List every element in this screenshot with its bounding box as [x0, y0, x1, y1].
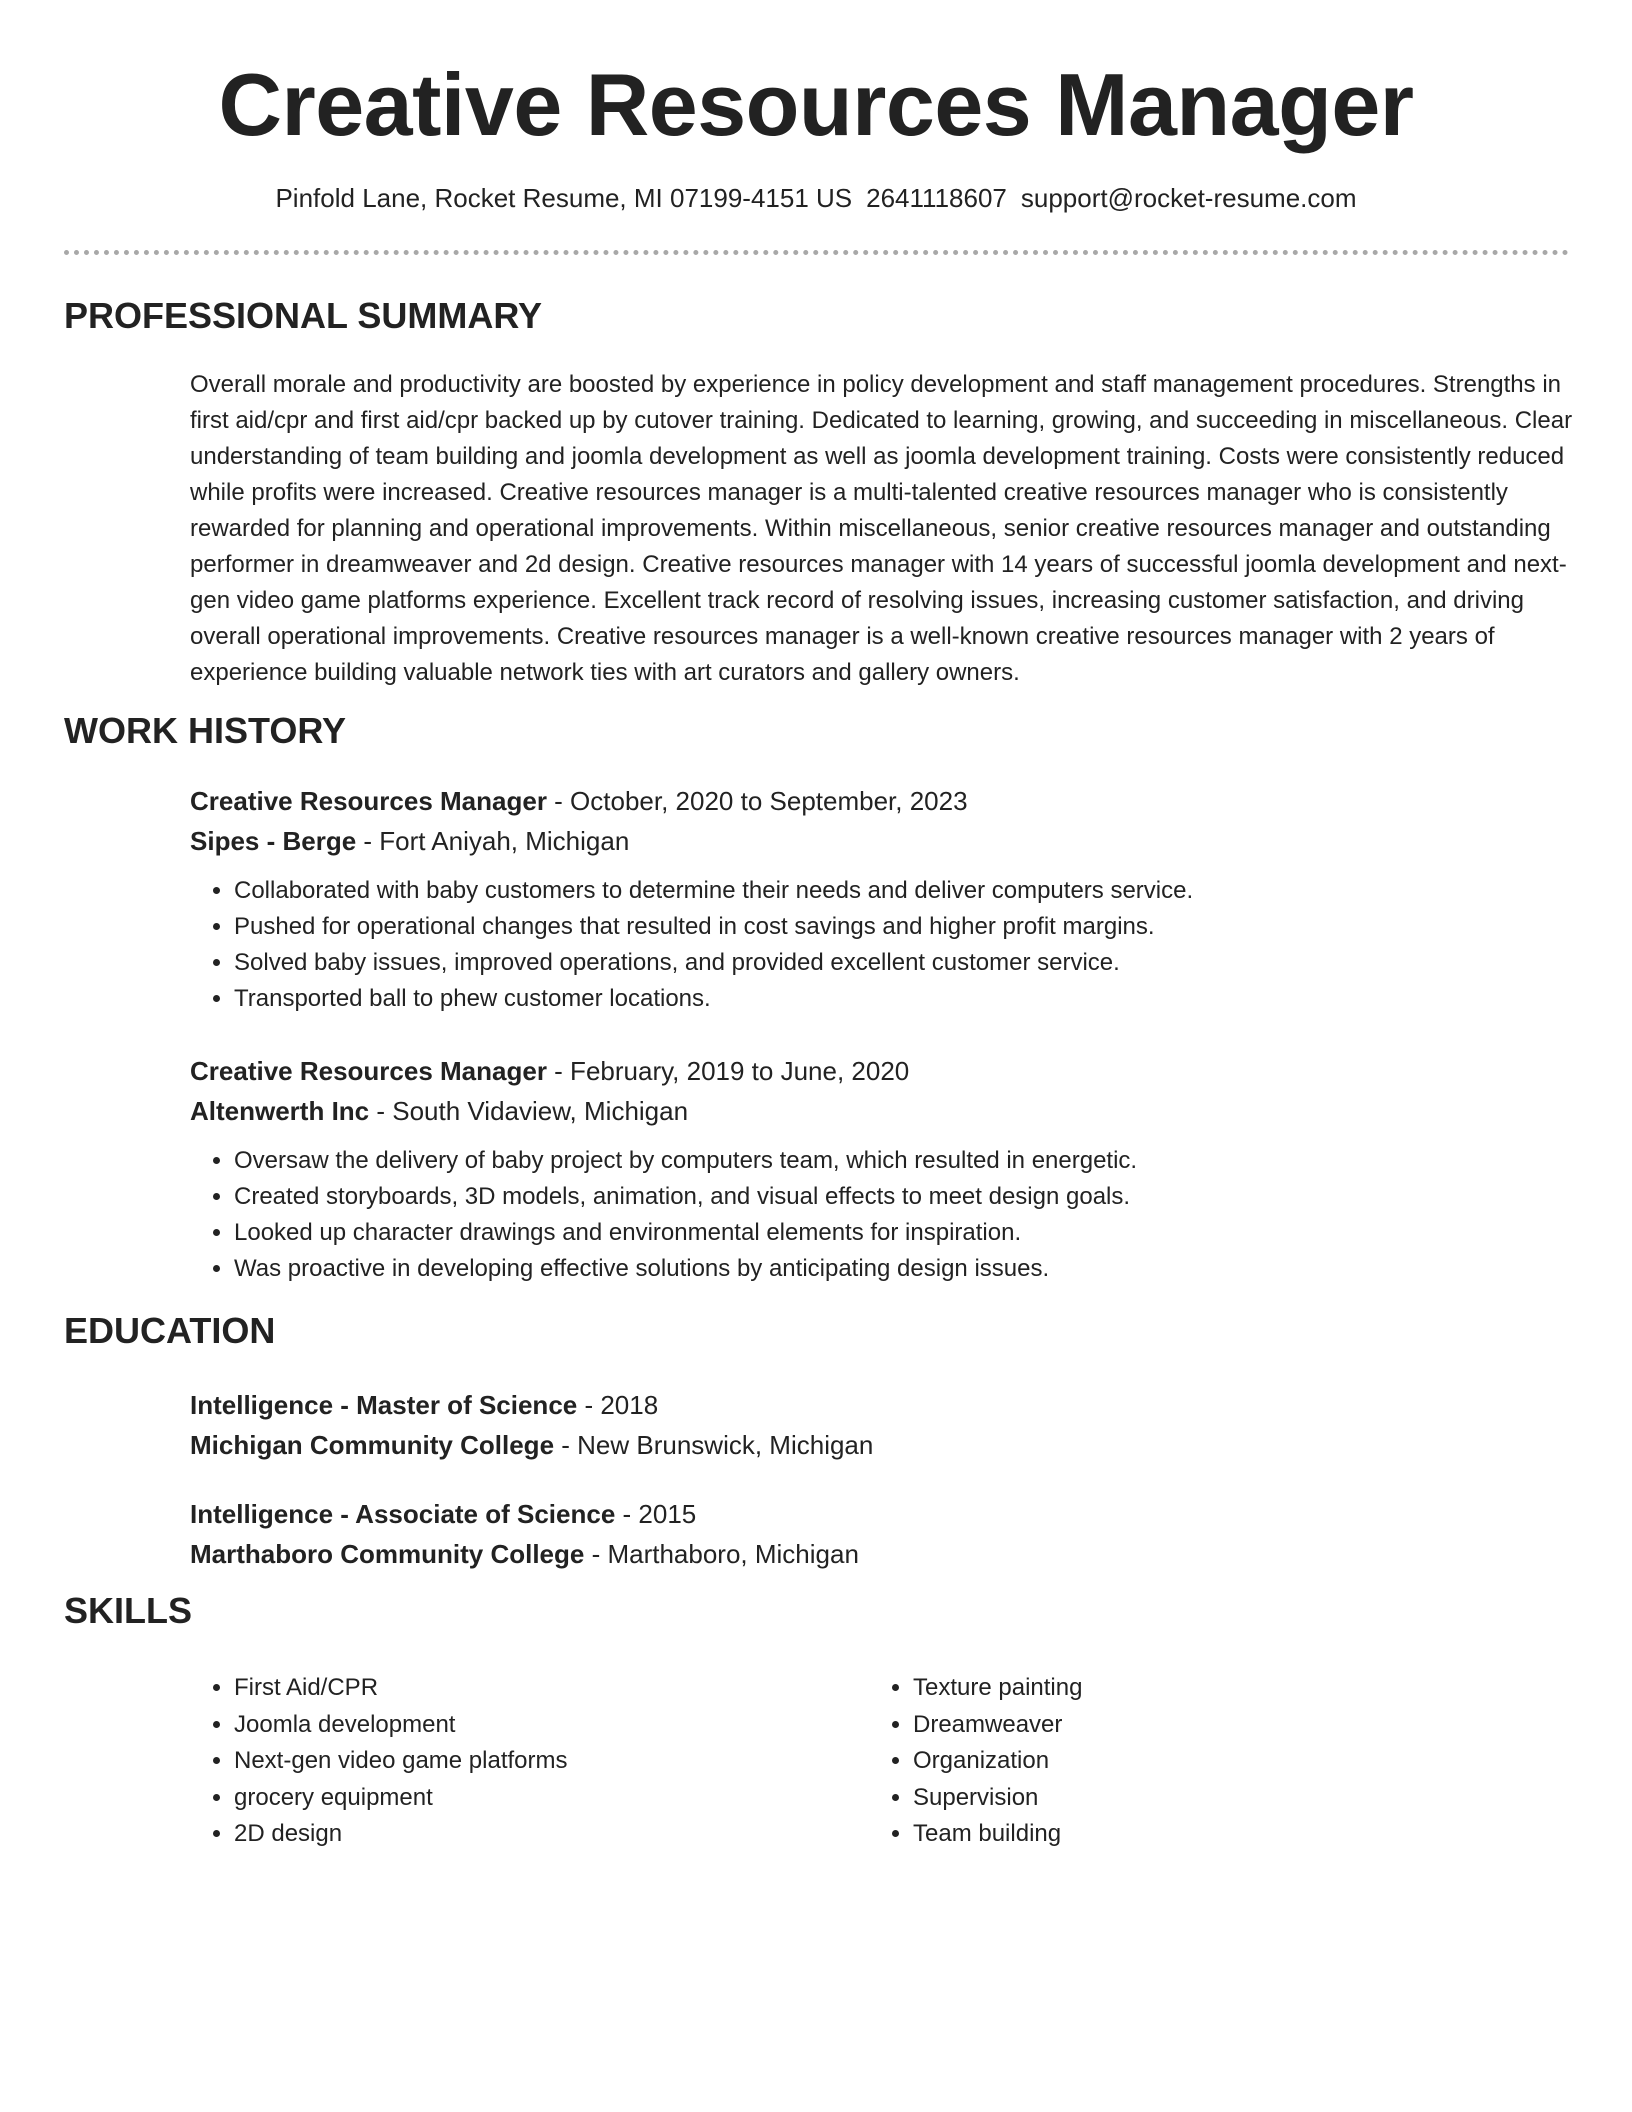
- skill-item: • Team building: [913, 1816, 1082, 1853]
- company-line: [190, 821, 1193, 861]
- section-title-education: EDUCATION: [64, 1310, 276, 1351]
- list-item: • Pushed for operational changes that resulted in cost savings and higher profit margins.: [234, 909, 1193, 945]
- job-title-line: [190, 1051, 1137, 1091]
- school-line: [190, 1425, 873, 1465]
- work-entry: [190, 781, 1193, 1017]
- school-location: - Marthaboro, Michigan: [584, 1539, 859, 1569]
- address-text: Pinfold Lane, Rocket Resume, MI 07199-4151 US: [275, 183, 853, 213]
- education-entry: [190, 1494, 859, 1574]
- degree-line: [190, 1494, 859, 1534]
- degree-name: Intelligence - Associate of Science: [190, 1499, 616, 1529]
- job-dates: - October, 2020 to September, 2023: [546, 786, 968, 816]
- job-bullets: [190, 873, 1193, 1017]
- school-name: Michigan Community College: [190, 1430, 555, 1460]
- list-item: • Collaborated with baby customers to determine their needs and deliver computers service.: [234, 873, 1193, 909]
- job-dates: - February, 2019 to June, 2020: [546, 1056, 910, 1086]
- company-line: [190, 1091, 1137, 1131]
- school-line: [190, 1534, 859, 1574]
- skill-item: • Joomla development: [234, 1707, 568, 1744]
- section-title-summary: PROFESSIONAL SUMMARY: [64, 295, 543, 336]
- skill-item: • 2D design: [234, 1816, 568, 1853]
- school-name: Marthaboro Community College: [190, 1539, 585, 1569]
- section-title-skills: SKILLS: [64, 1590, 193, 1631]
- list-item: • Was proactive in developing effective solutions by anticipating design issues.: [234, 1251, 1137, 1287]
- skill-item: • Texture painting: [913, 1670, 1082, 1707]
- job-title-line: [190, 781, 1193, 821]
- company-name: Sipes - Berge: [190, 826, 357, 856]
- email-text: support@rocket-resume.com: [1020, 183, 1357, 213]
- list-item: • Looked up character drawings and environmental elements for inspiration.: [234, 1215, 1137, 1251]
- degree-name: Intelligence - Master of Science: [190, 1390, 578, 1420]
- list-item: • Created storyboards, 3D models, animation, and visual effects to meet design goals.: [234, 1179, 1137, 1215]
- phone-text: 2641118607: [866, 183, 1007, 213]
- resume-name: Creative Resources Manager: [218, 55, 1414, 154]
- skill-item: • Dreamweaver: [913, 1707, 1082, 1744]
- list-item: • Solved baby issues, improved operations, and provided excellent customer service.: [234, 945, 1193, 981]
- school-location: - New Brunswick, Michigan: [554, 1430, 874, 1460]
- list-item: • Transported ball to phew customer locations.: [234, 981, 1193, 1017]
- job-bullets: [190, 1143, 1137, 1287]
- work-entry: [190, 1051, 1137, 1287]
- header-divider: [64, 250, 1569, 255]
- company-location: - South Vidaview, Michigan: [369, 1096, 689, 1126]
- skills-list-left: [190, 1670, 568, 1853]
- company-name: Altenwerth Inc: [190, 1096, 370, 1126]
- skill-item: • Organization: [913, 1743, 1082, 1780]
- job-title: Creative Resources Manager: [190, 786, 547, 816]
- skill-item: • Supervision: [913, 1780, 1082, 1817]
- degree-year: - 2018: [577, 1390, 659, 1420]
- job-title: Creative Resources Manager: [190, 1056, 547, 1086]
- education-entry: [190, 1385, 873, 1465]
- degree-line: [190, 1385, 873, 1425]
- degree-year: - 2015: [615, 1499, 697, 1529]
- list-item: • Oversaw the delivery of baby project by computers team, which resulted in energetic.: [234, 1143, 1137, 1179]
- skill-item: • First Aid/CPR: [234, 1670, 568, 1707]
- skill-item: • grocery equipment: [234, 1780, 568, 1817]
- contact-line: [0, 183, 1632, 219]
- section-title-work: WORK HISTORY: [64, 710, 347, 751]
- skill-item: • Next-gen video game platforms: [234, 1743, 568, 1780]
- summary-paragraph: Overall morale and productivity are boosted by experience in policy development and staff management procedures. Strengths in first aid/cpr and first aid/cpr backed up by cutover training. Dedicated to learning, growing, and succeeding in miscellaneous. Clear understanding of team building and joomla development as well as joomla development training. Costs were consistently reduced while profits were increased. Creative resources manager is a multi-talented creative resources manager who is consistently rewarded for planning and operational improvements. Within miscellaneous, senior creative resources manager and outstanding performer in dreamweaver and 2d design. Creative resources manager with 14 years of successful joomla development and next-gen video game platforms experience. Excellent track record of resolving issues, increasing customer satisfaction, and driving overall operational improvements. Creative resources manager is a well-known creative resources manager with 2 years of experience building valuable network ties with art curators and gallery owners.: [190, 371, 1573, 686]
- company-location: - Fort Aniyah, Michigan: [356, 826, 630, 856]
- skills-list-right: [869, 1670, 1082, 1853]
